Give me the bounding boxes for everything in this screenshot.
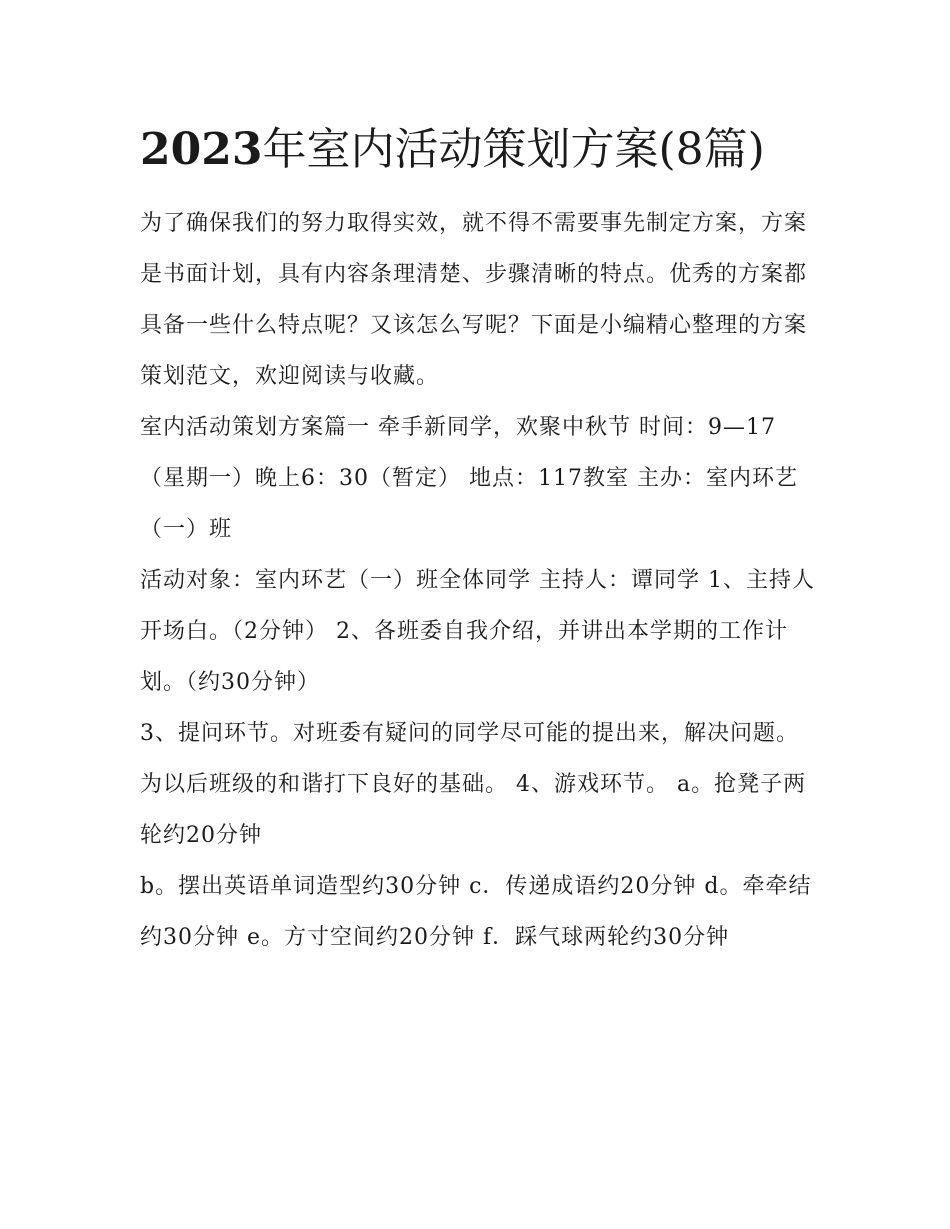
audience-host-paragraph: 活动对象：室内环艺（一）班全体同学 主持人：谭同学 1、主持人开场白。（2分钟） 2、各班委自我介绍，并讲出本学期的工作计划。（约30分钟）: [140, 568, 815, 695]
intro-paragraph: 为了确保我们的努力取得实效，就不得不需要事先制定方案，方案是书面计划，具有内容条理清楚、步骤清晰的特点。优秀的方案都具备一些什么特点呢？又该怎么写呢？下面是小编精心整理的方案策划范文，欢迎阅读与收藏。: [140, 211, 808, 389]
document-title: [140, 118, 820, 182]
activity-info-paragraph: 室内活动策划方案篇一 牵手新同学，欢聚中秋节 时间：9—17（星期一）晚上6：30（暂定） 地点：117教室 主办：室内环艺（一）班: [140, 415, 798, 542]
questions-games-paragraph: 3、提问环节。对班委有疑问的同学尽可能的提出来，解决问题。为以后班级的和谐打下良好的基础。 4、游戏环节。 a。抢凳子两轮约20分钟: [140, 721, 807, 848]
document-page: [140, 118, 820, 963]
game-list-paragraph: b。摆出英语单词造型约30分钟 c．传递成语约20分钟 d。牵牵结约30分钟 e。方寸空间约20分钟 f．踩气球两轮约30分钟: [140, 874, 812, 950]
title-year: 2023: [140, 124, 263, 175]
title-text: 年室内活动策划方案(8篇): [262, 124, 765, 175]
